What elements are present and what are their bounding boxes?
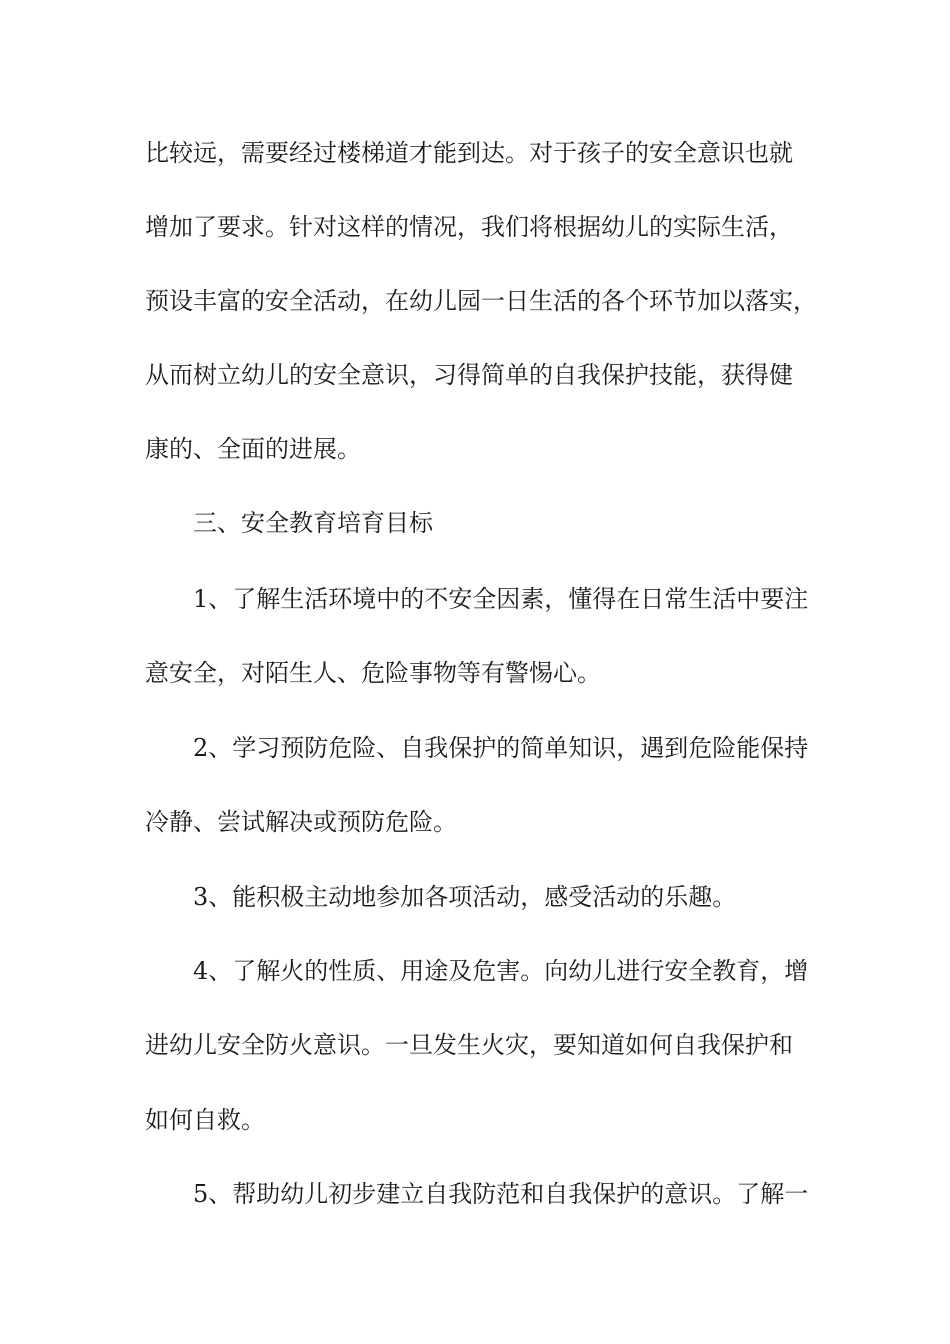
list-item-line: 3、能积极主动地参加各项活动，感受活动的乐趣。 xyxy=(193,883,737,911)
list-item-line: 冷静、尝试解决或预防危险。 xyxy=(145,808,457,836)
list-item-line: 1、了解生活环境中的不安全因素，懂得在日常生活中要注 xyxy=(193,585,809,613)
paragraph-line: 预设丰富的安全活动，在幼儿园一日生活的各个环节加以落实， xyxy=(145,287,817,315)
list-item-line: 意安全，对陌生人、危险事物等有警惕心。 xyxy=(145,659,601,687)
list-item-line: 4、了解火的性质、用途及危害。向幼儿进行安全教育，增 xyxy=(193,957,809,985)
section-heading: 三、安全教育培育目标 xyxy=(193,509,433,537)
paragraph-line: 增加了要求。针对这样的情况，我们将根据幼儿的实际生活， xyxy=(145,213,793,241)
paragraph-line: 从而树立幼儿的安全意识，习得简单的自我保护技能，获得健 xyxy=(145,361,793,389)
paragraph-line: 比较远，需要经过楼梯道才能到达。对于孩子的安全意识也就 xyxy=(145,139,793,167)
list-item-line: 5、帮助幼儿初步建立自我防范和自我保护的意识。了解一 xyxy=(193,1180,809,1208)
list-item-line: 2、学习预防危险、自我保护的简单知识，遇到危险能保持 xyxy=(193,734,809,762)
list-item-line: 如何自救。 xyxy=(145,1106,265,1134)
list-item-line: 进幼儿安全防火意识。一旦发生火灾，要知道如何自我保护和 xyxy=(145,1031,793,1059)
paragraph-line: 康的、全面的进展。 xyxy=(145,435,361,463)
